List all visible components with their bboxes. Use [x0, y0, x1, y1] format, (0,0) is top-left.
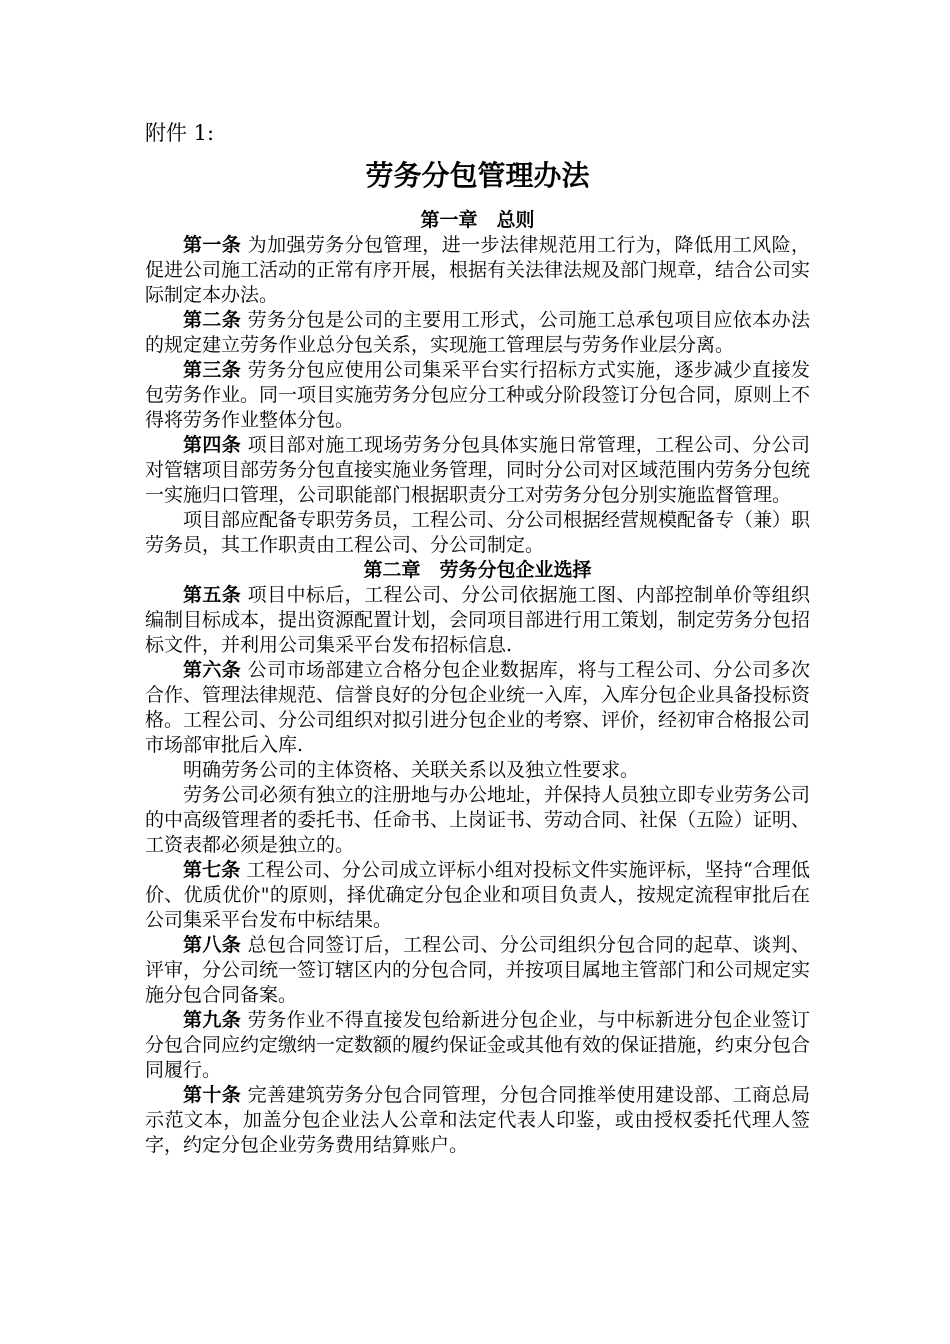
- paragraph-text: 明确劳务公司的主体资格、关联关系以及独立性要求。: [183, 759, 640, 781]
- article-text: 工程公司、分公司成立评标小组对投标文件实施评标，坚持“合理低价、优质优价"的原则，择优确定分包企业和项目负责人，按规定流程审批后在公司集采平台发布中标结果。: [145, 859, 810, 931]
- article-text: 项目部对施工现场劳务分包具体实施日常管理，工程公司、分公司对管辖项目部劳务分包直接实施业务管理，同时分公司对区域范围内劳务分包统一实施归口管理，公司职能部门根据职责分工对劳务分包分别实施监督管理。: [145, 434, 811, 506]
- article-text: 劳务分包应使用公司集采平台实行招标方式实施，逐步减少直接发包劳务作业。同一项目实施劳务分包应分工种或分阶段签订分包合同，原则上不得将劳务作业整体分包。: [145, 359, 811, 431]
- article-paragraph: [145, 583, 810, 658]
- body-paragraph: [145, 758, 810, 783]
- paragraph-text: 劳务公司必须有独立的注册地与办公地址，并保持人员独立即专业劳务公司的中高级管理者的委托书、任命书、上岗证书、劳动合同、社保（五险）证明、工资表都必须是独立的。: [145, 784, 811, 856]
- article-text: 劳务分包是公司的主要用工形式，公司施工总承包项目应依本办法的规定建立劳务作业总分包关系，实现施工管理层与劳务作业层分离。: [145, 309, 810, 356]
- attachment-label: 附件 1:: [145, 121, 215, 145]
- article-number: 第五条: [183, 584, 242, 606]
- article-number: 第六条: [183, 659, 242, 681]
- article-number: 第十条: [183, 1084, 242, 1106]
- article-number: 第三条: [183, 359, 242, 381]
- article-number: 第四条: [183, 434, 242, 456]
- article-paragraph: [145, 358, 810, 433]
- body-paragraph: [145, 508, 810, 558]
- article-paragraph: [145, 933, 810, 1008]
- body-paragraph: [145, 783, 810, 858]
- article-paragraph: [145, 858, 810, 933]
- article-paragraph: [145, 1083, 810, 1158]
- article-number: 第二条: [183, 309, 242, 331]
- article-text: 总包合同签订后，工程公司、分公司组织分包合同的起草、谈判、评审，分公司统一签订辖区内的分包合同，并按项目属地主管部门和公司规定实施分包合同备案。: [145, 934, 811, 1006]
- article-paragraph: [145, 658, 810, 758]
- chapter-heading: 第二章 劳务分包企业选择: [363, 559, 592, 581]
- article-number: 第一条: [183, 234, 242, 256]
- article-text: 公司市场部建立合格分包企业数据库，将与工程公司、分公司多次合作、管理法律规范、信誉良好的分包企业统一入库，入库分包企业具备投标资格。工程公司、分公司组织对拟引进分包企业的考察、评价，经初审合格报公司市场部审批后入库.: [145, 659, 811, 756]
- article-text: 完善建筑劳务分包合同管理，分包合同推举使用建设部、工商总局示范文本，加盖分包企业法人公章和法定代表人印鉴，或由授权委托代理人签字，约定分包企业劳务费用结算账户。: [145, 1084, 810, 1156]
- document-title: 劳务分包管理办法: [365, 159, 590, 192]
- article-text: 为加强劳务分包管理，进一步法律规范用工行为，降低用工风险，促进公司施工活动的正常有序开展，根据有关法律法规及部门规章，结合公司实际制定本办法。: [145, 234, 811, 306]
- article-paragraph: [145, 1008, 810, 1083]
- article-paragraph: [145, 233, 810, 308]
- article-text: 劳务作业不得直接发包给新进分包企业，与中标新进分包企业签订分包合同应约定缴纳一定数额的履约保证金或其他有效的保证措施，约束分包合同履行。: [145, 1009, 811, 1081]
- article-number: 第七条: [183, 859, 241, 881]
- document-page: [145, 118, 810, 1158]
- article-paragraph: [145, 433, 810, 508]
- article-number: 第九条: [183, 1009, 242, 1031]
- chapter-heading: 第一章 总则: [420, 209, 535, 231]
- article-paragraph: [145, 308, 810, 358]
- article-number: 第八条: [183, 934, 242, 956]
- paragraph-text: 项目部应配备专职劳务员，工程公司、分公司根据经营规模配备专（兼）职劳务员，其工作职责由工程公司、分公司制定。: [145, 509, 811, 556]
- article-text: 项目中标后，工程公司、分公司依据施工图、内部控制单价等组织编制目标成本，提出资源配置计划，会同项目部进行用工策划，制定劳务分包招标文件，并利用公司集采平台发布招标信息.: [145, 584, 811, 656]
